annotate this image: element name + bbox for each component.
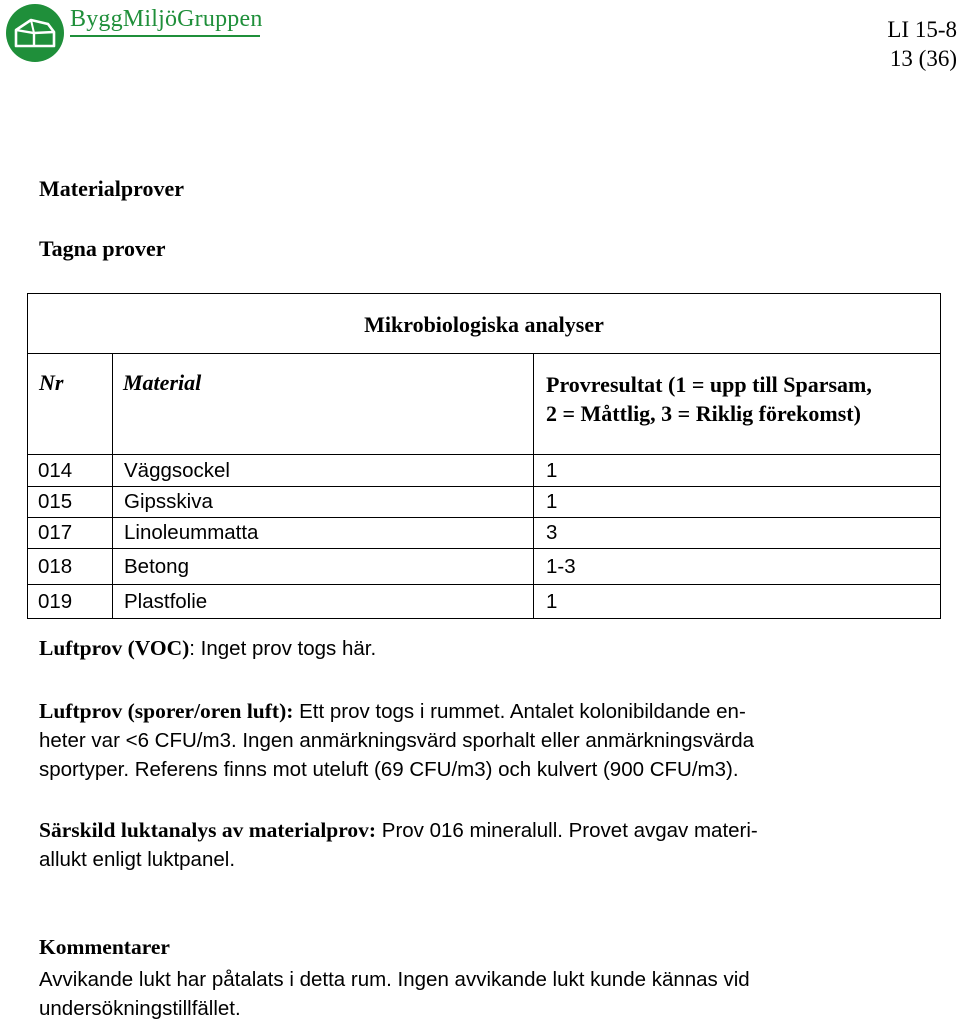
company-logo <box>4 2 264 64</box>
table-header-row <box>28 354 941 455</box>
house-logo-icon <box>4 2 66 64</box>
comments-line-1: Avvikande lukt har påtalats i detta rum. Ingen avvikande lukt kunde kännas vid <box>39 968 750 991</box>
row-result: 1-3 <box>534 549 941 585</box>
logo-text: ByggMiljöGruppen <box>70 6 263 32</box>
comments-paragraph <box>39 965 919 1023</box>
table-row <box>28 455 941 487</box>
row-nr: 015 <box>28 487 113 518</box>
table-row <box>28 585 941 619</box>
page-number: 13 (36) <box>889 46 957 71</box>
row-nr: 014 <box>28 455 113 487</box>
voc-text: : Inget prov togs här. <box>189 637 377 660</box>
spores-line-1: Ett prov togs i rummet. Antalet kolonibildande en- <box>293 700 746 723</box>
row-material: Gipsskiva <box>113 487 534 518</box>
document-reference <box>887 15 957 73</box>
subsection-title: Tagna prover <box>39 236 166 261</box>
table-caption: Mikrobiologiska analyser <box>28 294 941 354</box>
table-row <box>28 518 941 549</box>
comments-heading: Kommentarer <box>39 935 170 959</box>
spores-line-3: sportyper. Referens finns mot uteluft (69 CFU/m3) och kulvert (900 CFU/m3). <box>39 758 739 781</box>
row-result: 3 <box>534 518 941 549</box>
smell-label: Särskild luktanalys av materialprov: <box>39 818 377 842</box>
section-title: Materialprover <box>39 176 184 201</box>
voc-label: Luftprov (VOC) <box>39 636 190 660</box>
row-nr: 018 <box>28 549 113 585</box>
comments-line-2: undersökningstillfället. <box>39 997 241 1020</box>
table-row <box>28 549 941 585</box>
result-header-line-1: Provresultat (1 = upp till Sparsam, <box>546 372 872 397</box>
analysis-table <box>27 293 941 619</box>
smell-analysis-paragraph <box>39 816 919 874</box>
row-material: Linoleummatta <box>113 518 534 549</box>
table-row <box>28 487 941 518</box>
spores-line-2: heter var <6 CFU/m3. Ingen anmärkningsvärd sporhalt eller anmärkningsvärda <box>39 729 754 752</box>
result-header-line-2: 2 = Måttlig, 3 = Riklig förekomst) <box>546 401 861 426</box>
row-result: 1 <box>534 455 941 487</box>
column-header-result <box>534 354 941 455</box>
row-material: Betong <box>113 549 534 585</box>
column-header-nr: Nr <box>28 354 113 455</box>
column-header-material: Material <box>113 354 534 455</box>
row-nr: 019 <box>28 585 113 619</box>
voc-paragraph <box>39 634 919 663</box>
smell-line-2: allukt enligt luktpanel. <box>39 848 236 871</box>
row-material: Plastfolie <box>113 585 534 619</box>
document-id: LI 15-8 <box>887 17 957 42</box>
row-result: 1 <box>534 487 941 518</box>
logo-underline <box>70 35 260 37</box>
row-result: 1 <box>534 585 941 619</box>
row-material: Väggsockel <box>113 455 534 487</box>
smell-line-1: Prov 016 mineralull. Provet avgav materi- <box>376 819 758 842</box>
row-nr: 017 <box>28 518 113 549</box>
spores-paragraph <box>39 697 919 784</box>
spores-label: Luftprov (sporer/oren luft): <box>39 699 294 723</box>
